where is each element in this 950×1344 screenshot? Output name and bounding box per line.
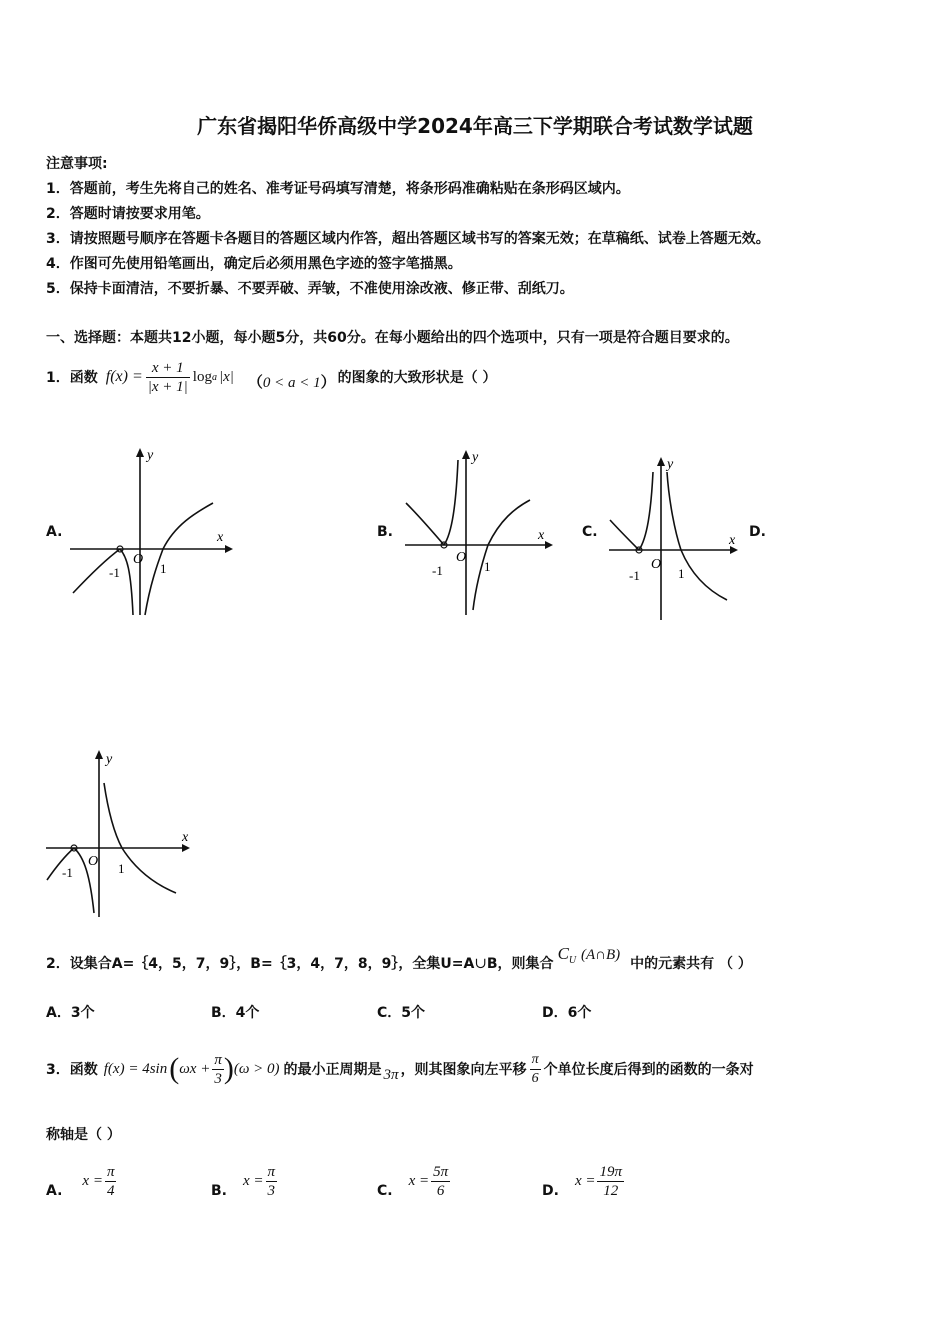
q3-option-a-frac bbox=[105, 1163, 117, 1200]
graph-d-y-arrow bbox=[95, 750, 103, 759]
q3-inner: ωx + bbox=[179, 1060, 211, 1077]
q3-three: 3 bbox=[214, 1070, 222, 1087]
graph-a bbox=[65, 445, 235, 620]
q2-text-1: 2．设集合A=｛4，5，7，9｝，B=｛3，4，7，8，9｝，全集U=A bbox=[46, 956, 475, 972]
graph-c-neg1: -1 bbox=[629, 568, 640, 583]
q2-complement-sub: U bbox=[568, 954, 577, 966]
graph-b-x-label: x bbox=[538, 528, 545, 543]
q3-text-3: 个单位长度后得到的函数的一条对 bbox=[543, 1062, 754, 1078]
q3-option-d-num: 19π bbox=[599, 1163, 622, 1180]
q3-shift-den: 6 bbox=[531, 1070, 539, 1086]
graph-b bbox=[400, 445, 560, 620]
notice-item-4: 4．作图可先使用铅笔画出，确定后必须用黑色字迹的签字笔描黑。 bbox=[46, 256, 462, 272]
graph-b-one: 1 bbox=[484, 559, 491, 574]
graph-a-y-arrow bbox=[136, 448, 144, 457]
question-3: 3．函数 f(x) = 4sin ( ωx + $\frac{\pi}{3}$ ) (ω > 0) 的最小正周期是 3π ，则其图象向左平移 $\frac{\pi}{6}$ 个单位长度后得到的函数的一条对 bbox=[46, 1051, 754, 1087]
q1-option-b[interactable]: B. bbox=[377, 524, 393, 540]
q3-shift-num: π bbox=[530, 1051, 541, 1070]
graph-c-one: 1 bbox=[678, 566, 685, 581]
graph-c-curve-left bbox=[610, 520, 639, 550]
graph-b-curve-left bbox=[406, 503, 444, 545]
q2-text-3: 中的元素共有 （ ） bbox=[630, 956, 752, 972]
q1-fraction bbox=[146, 359, 190, 396]
graph-a-origin: O bbox=[133, 552, 144, 567]
graph-b-x-arrow bbox=[545, 541, 553, 549]
q3-option-c-lhs: x = bbox=[408, 1172, 430, 1189]
q1-frac-num: x + 1 bbox=[146, 359, 190, 378]
page-title: 广东省揭阳华侨高级中学2024年高三下学期联合考试数学试题 bbox=[197, 114, 753, 138]
q1-f-lhs: f(x) = bbox=[105, 368, 143, 385]
q3-pi-over-3 bbox=[212, 1051, 224, 1088]
q3-text-4: 称轴是（ ） bbox=[46, 1127, 121, 1143]
graph-a-x-arrow bbox=[225, 545, 233, 553]
q1-log-arg: |x| bbox=[218, 368, 234, 385]
graph-d-y-label: y bbox=[106, 752, 113, 767]
q2-union: ∪ bbox=[474, 955, 487, 972]
graph-c-curve-mid bbox=[639, 472, 653, 550]
notice-heading: 注意事项: bbox=[46, 156, 108, 172]
q3-option-d-den: 12 bbox=[603, 1182, 619, 1199]
q3-period: 3π bbox=[383, 1066, 399, 1083]
graph-a-x-label: x bbox=[217, 530, 224, 545]
notice-item-5: 5．保持卡面清洁，不要折暴、不要弄破、弄皱，不准使用涂改液、修正带、刮纸刀。 bbox=[46, 281, 574, 297]
notice-item-2: 2．答题时请按要求用笔。 bbox=[46, 206, 210, 222]
q3-option-b-num: π bbox=[267, 1163, 276, 1180]
graph-d-neg1: -1 bbox=[62, 865, 73, 880]
graph-d-x-label: x bbox=[182, 830, 189, 845]
q1-option-a[interactable]: A. bbox=[46, 524, 63, 540]
q3-option-a[interactable] bbox=[46, 1158, 116, 1204]
q1-option-d[interactable]: D. bbox=[749, 524, 766, 540]
q1-condition: 0 < a < 1 bbox=[262, 374, 321, 391]
graph-c-x-label: x bbox=[729, 533, 736, 548]
q3-shift-fraction bbox=[530, 1051, 541, 1088]
q3-option-a-num: π bbox=[106, 1163, 115, 1180]
q3-text-1: 的最小正周期是 bbox=[283, 1062, 382, 1078]
graph-d bbox=[44, 745, 199, 920]
graph-b-origin: O bbox=[456, 550, 467, 565]
q3-option-a-den: 4 bbox=[106, 1182, 115, 1199]
q1-suffix: 的图象的大致形状是（ ） bbox=[337, 370, 497, 386]
graph-d-origin: O bbox=[88, 854, 99, 869]
q2-text-2: B，则集合 bbox=[486, 956, 554, 972]
q3-option-d-label: D. bbox=[542, 1183, 559, 1199]
graph-c-origin: O bbox=[651, 557, 662, 572]
q1-option-c[interactable]: C. bbox=[582, 524, 598, 540]
q3-option-b-lhs: x = bbox=[243, 1172, 264, 1189]
notice-item-3: 3．请按照题号顺序在答题卡各题目的答题区域内作答，超出答题区域书写的答案无效；在草稿纸、试卷上答题无效。 bbox=[46, 231, 770, 247]
graph-b-y-arrow bbox=[462, 450, 470, 459]
graph-b-neg1: -1 bbox=[432, 563, 443, 578]
graph-a-curve-mid bbox=[120, 549, 133, 615]
q3-option-c-frac bbox=[431, 1163, 450, 1200]
q3-option-d-lhs: x = bbox=[574, 1172, 596, 1189]
graph-a-curve-right bbox=[145, 503, 213, 615]
graph-a-y-label: y bbox=[147, 448, 154, 463]
q3-f-lhs: f(x) = 4sin bbox=[103, 1060, 168, 1077]
q3-option-b[interactable] bbox=[211, 1158, 277, 1204]
graph-b-y-label: y bbox=[472, 450, 479, 465]
graph-a-one: 1 bbox=[160, 561, 167, 576]
q3-option-c-num: 5π bbox=[433, 1163, 449, 1180]
q3-option-c-label: C. bbox=[377, 1183, 393, 1199]
q3-option-a-label: A. bbox=[46, 1183, 63, 1199]
graph-b-curve-mid bbox=[444, 460, 458, 545]
question-2 bbox=[46, 945, 752, 981]
q3-option-b-frac bbox=[266, 1163, 278, 1200]
q3-option-b-label: B. bbox=[211, 1183, 227, 1199]
graph-d-one: 1 bbox=[118, 861, 125, 876]
q2-complement-arg: (A∩B) bbox=[581, 947, 621, 964]
graph-d-curve-right bbox=[104, 783, 176, 893]
q3-text-2: ，则其图象向左平移 bbox=[400, 1062, 527, 1078]
graph-c bbox=[605, 452, 750, 624]
q1-prefix: 1．函数 bbox=[46, 370, 98, 386]
graph-c-y-arrow bbox=[657, 457, 665, 466]
q3-option-a-lhs: x = bbox=[82, 1172, 103, 1189]
q3-condition: (ω > 0) bbox=[233, 1060, 280, 1077]
q1-frac-den: |x + 1| bbox=[147, 378, 188, 395]
q2-option-c[interactable]: C．5个 bbox=[377, 1005, 426, 1021]
q3-option-d[interactable] bbox=[542, 1158, 624, 1204]
q2-option-d[interactable]: D．6个 bbox=[542, 1005, 592, 1021]
graph-d-x-arrow bbox=[182, 844, 190, 852]
q3-option-d-frac bbox=[597, 1163, 624, 1200]
q1-log-base: a bbox=[211, 371, 217, 383]
graph-a-neg1: -1 bbox=[109, 565, 120, 580]
q1-log: log bbox=[192, 368, 212, 385]
notice-item-1: 1．答题前，考生先将自己的姓名、准考证号码填写清楚，将条形码准确粘贴在条形码区域内。 bbox=[46, 181, 630, 197]
q3-option-c[interactable] bbox=[377, 1158, 450, 1204]
q3-pi: π bbox=[214, 1051, 222, 1068]
graph-b-curve-right bbox=[473, 500, 530, 610]
graph-c-y-label: y bbox=[667, 457, 674, 472]
question-1: 1．函数 f(x) = $\frac{x + 1}{|x + 1|}$ log a |x| （0 < a < 1） 的图象的大致形状是（ ） bbox=[46, 359, 497, 395]
q3-option-c-den: 6 bbox=[436, 1182, 445, 1199]
q3-prefix: 3．函数 bbox=[46, 1062, 98, 1078]
q2-option-a[interactable]: A．3个 bbox=[46, 1005, 95, 1021]
section-heading: 一、选择题：本题共12小题，每小题5分，共60分。在每小题给出的四个选项中，只有一项是符合题目要求的。 bbox=[46, 330, 739, 346]
q2-complement: C bbox=[557, 944, 569, 964]
graph-c-curve-right bbox=[667, 472, 727, 600]
q3-option-b-den: 3 bbox=[267, 1182, 276, 1199]
q2-option-b[interactable]: B．4个 bbox=[211, 1005, 260, 1021]
